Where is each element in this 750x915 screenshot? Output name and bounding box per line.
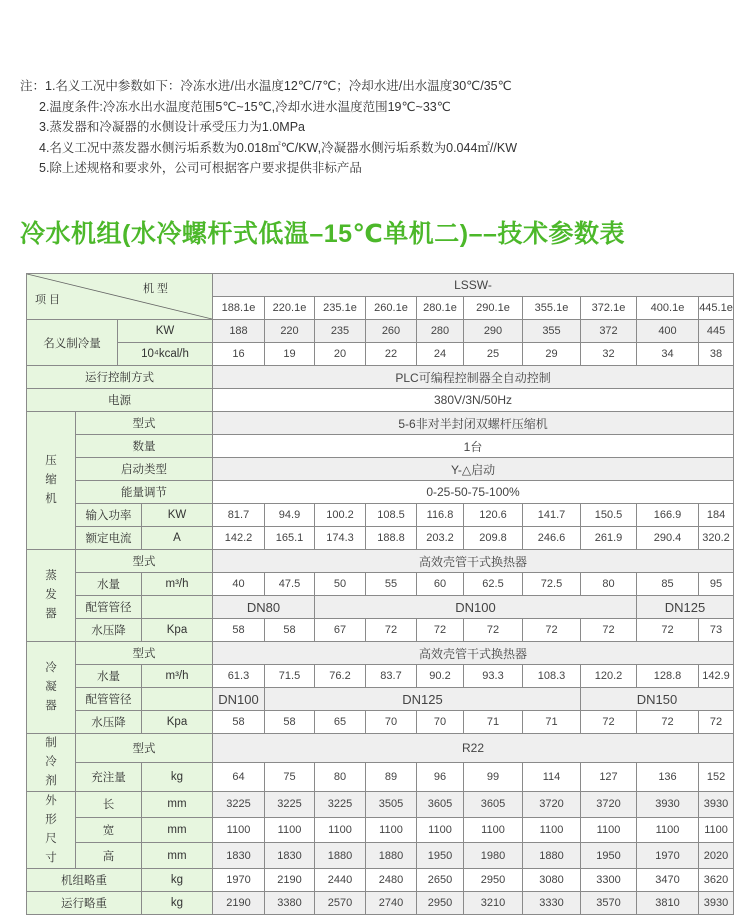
table-row (27, 435, 734, 458)
value-cell: 55 (366, 573, 417, 596)
compressor-group-label (27, 412, 76, 550)
table-row (27, 550, 734, 573)
value-cell: DN100 (213, 688, 265, 711)
value-cell: 400 (637, 320, 699, 343)
value-cell: 114 (523, 763, 581, 792)
model-cell: 260.1e (366, 297, 417, 320)
value-cell: 20 (315, 343, 366, 366)
value-cell: 1100 (637, 817, 699, 843)
row-label: 宽 (76, 817, 142, 843)
table-row (27, 688, 734, 711)
value-cell-merged: 高效壳管干式换热器 (213, 550, 734, 573)
value-cell: 72 (637, 619, 699, 642)
value-cell: 60 (417, 573, 464, 596)
evaporator-group-label (27, 550, 76, 642)
value-cell: 32 (581, 343, 637, 366)
value-cell: 2190 (213, 892, 265, 915)
table-row (27, 892, 734, 915)
table-row (27, 843, 734, 869)
cooling-capacity-label: 名义制冷量 (27, 320, 118, 366)
table-row (27, 596, 734, 619)
value-cell: 90.2 (417, 665, 464, 688)
value-cell: 235 (315, 320, 366, 343)
value-cell: 2570 (315, 892, 366, 915)
value-cell: 3930 (699, 792, 734, 818)
value-cell: 320.2 (699, 527, 734, 550)
value-cell: 3225 (315, 792, 366, 818)
value-cell: DN80 (213, 596, 315, 619)
value-cell: 96 (417, 763, 464, 792)
value-cell: 22 (366, 343, 417, 366)
table-row (27, 817, 734, 843)
value-cell: 47.5 (265, 573, 315, 596)
value-cell: 184 (699, 504, 734, 527)
value-cell: 116.8 (417, 504, 464, 527)
unit-label (142, 688, 213, 711)
value-cell: 72.5 (523, 573, 581, 596)
table-row (27, 763, 734, 792)
value-cell: 38 (699, 343, 734, 366)
model-cell: 445.1e (699, 297, 734, 320)
value-cell: 81.7 (213, 504, 265, 527)
value-cell: 3225 (213, 792, 265, 818)
value-cell: 355 (523, 320, 581, 343)
table-row (27, 734, 734, 763)
value-cell: 58 (265, 711, 315, 734)
row-label: 长 (76, 792, 142, 818)
value-cell: 100.2 (315, 504, 366, 527)
model-cell: 355.1e (523, 297, 581, 320)
value-cell: 19 (265, 343, 315, 366)
value-cell: 1880 (315, 843, 366, 869)
value-cell: 152 (699, 763, 734, 792)
unit-label: mm (142, 817, 213, 843)
model-cell: 400.1e (637, 297, 699, 320)
table-row (27, 619, 734, 642)
power-label: 电源 (27, 389, 213, 412)
note-1: 注：1.名义工况中参数如下：冷冻水进/出水温度12℃/7℃；冷却水进/出水温度30℃/35℃ (20, 79, 512, 93)
value-cell: 25 (464, 343, 523, 366)
value-cell: 127 (581, 763, 637, 792)
value-cell: 71 (464, 711, 523, 734)
value-cell-merged: R22 (213, 734, 734, 763)
value-cell: 72 (699, 711, 734, 734)
value-cell: 58 (213, 711, 265, 734)
table-row (27, 642, 734, 665)
note-3: 3.蒸发器和冷凝器的水侧设计承受压力为1.0MPa (39, 120, 306, 134)
value-cell: 1970 (213, 869, 265, 892)
value-cell: 150.5 (581, 504, 637, 527)
row-label: 水量 (76, 573, 142, 596)
value-cell: 3380 (265, 892, 315, 915)
value-cell: 1950 (581, 843, 637, 869)
value-cell: 108.3 (523, 665, 581, 688)
unit-label: KW (142, 504, 213, 527)
value-cell: 246.6 (523, 527, 581, 550)
value-cell: 2440 (315, 869, 366, 892)
row-label: 机组略重 (27, 869, 142, 892)
value-cell-merged: PLC可编程控制器全自动控制 (213, 366, 734, 389)
value-cell: 70 (366, 711, 417, 734)
model-cell: 372.1e (581, 297, 637, 320)
unit-label: mm (142, 792, 213, 818)
row-label: 水压降 (76, 619, 142, 642)
page-title: 冷水机组(水冷螺杆式低温–15℃单机二)––技术参数表 (20, 220, 625, 248)
value-cell: 3300 (581, 869, 637, 892)
value-cell: 203.2 (417, 527, 464, 550)
unit-label: kg (142, 869, 213, 892)
value-cell: 80 (315, 763, 366, 792)
table-row (27, 481, 734, 504)
model-label: 机 型 (142, 283, 168, 295)
value-cell: 99 (464, 763, 523, 792)
condenser-group-label (27, 642, 76, 734)
value-cell: 1830 (213, 843, 265, 869)
value-cell: 1950 (417, 843, 464, 869)
value-cell: 372 (581, 320, 637, 343)
value-cell: 1100 (366, 817, 417, 843)
refrigerant-group-label (27, 734, 76, 792)
value-cell: 2950 (417, 892, 464, 915)
value-cell: 80 (581, 573, 637, 596)
value-cell: 142.2 (213, 527, 265, 550)
value-cell-merged: 5-6非对半封闭双螺杆压缩机 (213, 412, 734, 435)
row-label: 启动类型 (76, 458, 213, 481)
table-row (27, 792, 734, 818)
value-cell: 72 (523, 619, 581, 642)
value-cell: 3620 (699, 869, 734, 892)
value-cell: 3470 (637, 869, 699, 892)
value-cell: 3210 (464, 892, 523, 915)
value-cell: 120.6 (464, 504, 523, 527)
note-4: 4.名义工况中蒸发器水侧污垢系数为0.018㎡℃/KW,冷凝器水侧污垢系数为0.044㎡//KW (39, 140, 517, 155)
value-cell: DN100 (315, 596, 637, 619)
value-cell: 76.2 (315, 665, 366, 688)
dimensions-group-label (27, 792, 76, 869)
value-cell: 70 (417, 711, 464, 734)
value-cell: 260 (366, 320, 417, 343)
row-label: 型式 (76, 734, 213, 763)
refrigerant-group-label-text: 制冷剂 (45, 737, 57, 787)
row-label: 额定电流 (76, 527, 142, 550)
value-cell-merged: 0-25-50-75-100% (213, 481, 734, 504)
value-cell: 1980 (464, 843, 523, 869)
diagonal-header-cell (27, 274, 213, 320)
value-cell: 72 (637, 711, 699, 734)
table-row (27, 458, 734, 481)
row-label: 配管管径 (76, 688, 142, 711)
value-cell: 3505 (366, 792, 417, 818)
value-cell: 3330 (523, 892, 581, 915)
value-cell: 108.5 (366, 504, 417, 527)
row-label: 能量调节 (76, 481, 213, 504)
value-cell: 142.9 (699, 665, 734, 688)
note-2: 2.温度条件:冷冻水出水温度范围5℃~15℃,冷却水进水温度范围19℃~33℃ (39, 99, 451, 114)
unit-label: KW (118, 320, 213, 343)
series-label: LSSW- (213, 274, 734, 297)
value-cell: 1100 (464, 817, 523, 843)
value-cell: 1970 (637, 843, 699, 869)
value-cell: 58 (213, 619, 265, 642)
value-cell: 1100 (581, 817, 637, 843)
value-cell: 3930 (699, 892, 734, 915)
table-row (27, 504, 734, 527)
value-cell: 445 (699, 320, 734, 343)
value-cell: 93.3 (464, 665, 523, 688)
value-cell: 72 (417, 619, 464, 642)
value-cell: 3720 (523, 792, 581, 818)
value-cell: 1100 (523, 817, 581, 843)
value-cell: 165.1 (265, 527, 315, 550)
unit-label: m³/h (142, 573, 213, 596)
value-cell: 1100 (315, 817, 366, 843)
value-cell: 1880 (523, 843, 581, 869)
dimensions-group-label-text: 外形尺寸 (45, 795, 57, 864)
value-cell: 1830 (265, 843, 315, 869)
value-cell: 128.8 (637, 665, 699, 688)
value-cell: DN150 (581, 688, 734, 711)
table-row (27, 869, 734, 892)
table-row (27, 527, 734, 550)
row-label: 配管管径 (76, 596, 142, 619)
table-row (27, 665, 734, 688)
value-cell: 166.9 (637, 504, 699, 527)
unit-label: 10⁴kcal/h (118, 343, 213, 366)
unit-label: Kpa (142, 711, 213, 734)
row-label: 型式 (76, 550, 213, 573)
value-cell: 72 (581, 711, 637, 734)
value-cell: 85 (637, 573, 699, 596)
model-cell: 188.1e (213, 297, 265, 320)
row-label: 数量 (76, 435, 213, 458)
value-cell: 94.9 (265, 504, 315, 527)
value-cell: 3605 (417, 792, 464, 818)
table-row (27, 412, 734, 435)
value-cell-merged: 380V/3N/50Hz (213, 389, 734, 412)
table-row (27, 711, 734, 734)
model-cell: 280.1e (417, 297, 464, 320)
unit-label: A (142, 527, 213, 550)
row-label: 型式 (76, 642, 213, 665)
value-cell: 34 (637, 343, 699, 366)
unit-label: kg (142, 892, 213, 915)
table-row (27, 389, 734, 412)
value-cell: 3720 (581, 792, 637, 818)
row-label: 运行略重 (27, 892, 142, 915)
value-cell: 67 (315, 619, 366, 642)
value-cell: 209.8 (464, 527, 523, 550)
header-row (27, 274, 734, 297)
value-cell: 136 (637, 763, 699, 792)
note-5: 5.除上述规格和要求外，公司可根据客户要求提供非标产品 (39, 161, 362, 175)
value-cell: 120.2 (581, 665, 637, 688)
table-row (27, 366, 734, 389)
value-cell: 174.3 (315, 527, 366, 550)
value-cell: 72 (581, 619, 637, 642)
value-cell: 73 (699, 619, 734, 642)
control-label: 运行控制方式 (27, 366, 213, 389)
unit-label: m³/h (142, 665, 213, 688)
value-cell: 2480 (366, 869, 417, 892)
value-cell: 1100 (699, 817, 734, 843)
evaporator-group-label-text: 蒸发器 (45, 570, 57, 620)
value-cell: 62.5 (464, 573, 523, 596)
value-cell: 261.9 (581, 527, 637, 550)
value-cell: 75 (265, 763, 315, 792)
value-cell: 65 (315, 711, 366, 734)
value-cell: 72 (366, 619, 417, 642)
value-cell: 3605 (464, 792, 523, 818)
notes (20, 76, 517, 179)
value-cell: 141.7 (523, 504, 581, 527)
table-row (27, 320, 734, 343)
value-cell: 72 (464, 619, 523, 642)
table-row (27, 343, 734, 366)
value-cell-merged: Y-△启动 (213, 458, 734, 481)
model-cell: 290.1e (464, 297, 523, 320)
table-row (27, 573, 734, 596)
unit-label (142, 596, 213, 619)
value-cell: 64 (213, 763, 265, 792)
value-cell: 2190 (265, 869, 315, 892)
unit-label: Kpa (142, 619, 213, 642)
value-cell: 16 (213, 343, 265, 366)
value-cell: 1100 (417, 817, 464, 843)
value-cell: 1880 (366, 843, 417, 869)
compressor-group-label-text: 压缩机 (45, 455, 57, 505)
value-cell: 2020 (699, 843, 734, 869)
value-cell: 220 (265, 320, 315, 343)
value-cell: 71.5 (265, 665, 315, 688)
value-cell: DN125 (265, 688, 581, 711)
row-label: 水压降 (76, 711, 142, 734)
value-cell: 2650 (417, 869, 464, 892)
value-cell: 29 (523, 343, 581, 366)
value-cell: 3930 (637, 792, 699, 818)
value-cell: 40 (213, 573, 265, 596)
row-label: 水量 (76, 665, 142, 688)
row-label: 高 (76, 843, 142, 869)
model-cell: 220.1e (265, 297, 315, 320)
value-cell: 50 (315, 573, 366, 596)
value-cell: 3570 (581, 892, 637, 915)
value-cell: 71 (523, 711, 581, 734)
value-cell: 58 (265, 619, 315, 642)
value-cell: 83.7 (366, 665, 417, 688)
row-label: 型式 (76, 412, 213, 435)
value-cell: 3810 (637, 892, 699, 915)
value-cell: 3080 (523, 869, 581, 892)
condenser-group-label-text: 冷凝器 (45, 662, 57, 712)
row-label: 输入功率 (76, 504, 142, 527)
value-cell: DN125 (637, 596, 734, 619)
value-cell: 290.4 (637, 527, 699, 550)
value-cell: 95 (699, 573, 734, 596)
spec-table (26, 273, 734, 915)
value-cell: 3225 (265, 792, 315, 818)
value-cell-merged: 高效壳管干式换热器 (213, 642, 734, 665)
unit-label: mm (142, 843, 213, 869)
value-cell: 61.3 (213, 665, 265, 688)
value-cell: 2740 (366, 892, 417, 915)
value-cell: 188.8 (366, 527, 417, 550)
value-cell-merged: 1台 (213, 435, 734, 458)
value-cell: 1100 (265, 817, 315, 843)
unit-label: kg (142, 763, 213, 792)
value-cell: 1100 (213, 817, 265, 843)
value-cell: 290 (464, 320, 523, 343)
value-cell: 89 (366, 763, 417, 792)
model-cell: 235.1e (315, 297, 366, 320)
row-label: 充注量 (76, 763, 142, 792)
value-cell: 188 (213, 320, 265, 343)
item-label: 项 目 (35, 294, 61, 306)
value-cell: 280 (417, 320, 464, 343)
value-cell: 2950 (464, 869, 523, 892)
value-cell: 24 (417, 343, 464, 366)
